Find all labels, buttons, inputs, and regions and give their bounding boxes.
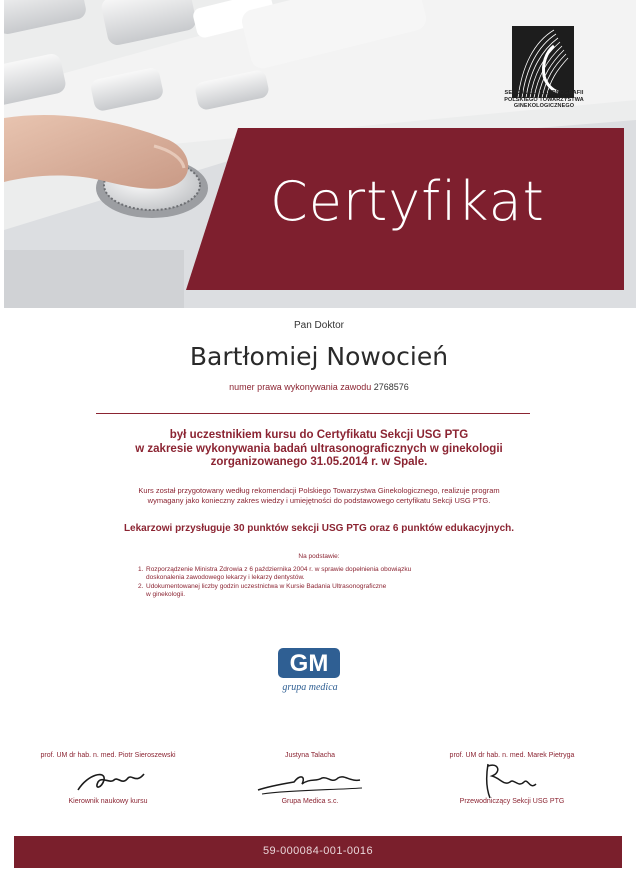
recipient-name: Bartłomiej Nowocień xyxy=(189,342,449,371)
handwritten-signature xyxy=(452,760,572,800)
basis-title: Na podstawie: xyxy=(298,553,340,560)
course-note-line: Kurs został przygotowany według rekomendacji Polskiego Towarzystwa Ginekologicznego, realizuje program xyxy=(138,486,500,495)
logo-line: GINEKOLOGICZNEGO xyxy=(513,103,575,110)
grupa-medica-logo xyxy=(278,648,342,694)
statement-line: zorganizowanego 31.05.2014 r. w Spale. xyxy=(210,456,428,468)
course-note-line: wymagany jako konieczny zakres wiedzy i umiejętności do podstawowego certyfikatu Sekcji USG PTG. xyxy=(147,496,491,505)
basis-list xyxy=(138,566,518,600)
license-number: 2768576 xyxy=(373,382,409,392)
salutation: Pan Doktor xyxy=(293,320,345,331)
sponsor-initials: GM xyxy=(289,650,329,677)
license-line xyxy=(0,382,638,392)
certificate-title: Certyfikat xyxy=(270,170,545,233)
points-statement: Lekarzowi przysługuje 30 punktów sekcji USG PTG oraz 6 punktów edukacyjnych. xyxy=(123,523,515,534)
logo-line: POLSKIEGO TOWARZYSTWA xyxy=(504,96,584,103)
signer-role: Przewodniczący Sekcji USG PTG xyxy=(459,798,565,805)
signer-role: Kierownik naukowy kursu xyxy=(68,798,148,805)
basis-text: Udokumentowanej liczby godzin uczestnictwa w Kursie Badania Ultrasonograficzne xyxy=(146,582,387,590)
basis-text: Rozporządzenie Ministra Zdrowia z 6 października 2004 r. w sprawie dopełnienia obowiązku xyxy=(146,566,412,573)
handwritten-signature xyxy=(48,760,168,800)
signature-block-3 xyxy=(412,752,612,805)
basis-text: w ginekologii. xyxy=(146,591,186,599)
divider xyxy=(96,413,530,414)
basis-text: doskonalenia zawodowego lekarzy i lekarzy dentystów. xyxy=(146,574,305,582)
statement-line: w zakresie wykonywania badań ultrasonograficznych w ginekologii xyxy=(135,442,503,455)
signer-title: prof. UM dr hab. n. med. Piotr Sieroszewski xyxy=(40,752,176,759)
handwritten-signature xyxy=(250,760,370,800)
footer-band xyxy=(14,836,622,868)
logo-line: SEKCJA ULTRASONOGRAFII xyxy=(504,90,584,96)
basis-number: 2. xyxy=(138,582,144,590)
signer-title: prof. UM dr hab. n. med. Marek Pietryga xyxy=(449,752,575,759)
signer-title: Justyna Talacha xyxy=(284,752,336,759)
statement-line: był uczestnikiem kursu do Certyfikatu Sekcji USG PTG xyxy=(169,429,469,441)
license-label: numer prawa wykonywania zawodu xyxy=(229,382,372,392)
basis-number: 1. xyxy=(138,566,144,573)
basis-item xyxy=(138,566,518,583)
certificate-number: 59-000084-001-0016 xyxy=(263,845,373,857)
signature-block-2 xyxy=(210,752,410,805)
signer-role: Grupa Medica s.c. xyxy=(281,798,339,805)
basis-item xyxy=(138,583,518,600)
sponsor-name: grupa medica xyxy=(282,682,338,693)
course-note xyxy=(0,486,638,506)
signature-block-1 xyxy=(8,752,208,805)
course-statement xyxy=(0,429,638,470)
logo-caption xyxy=(502,90,586,110)
